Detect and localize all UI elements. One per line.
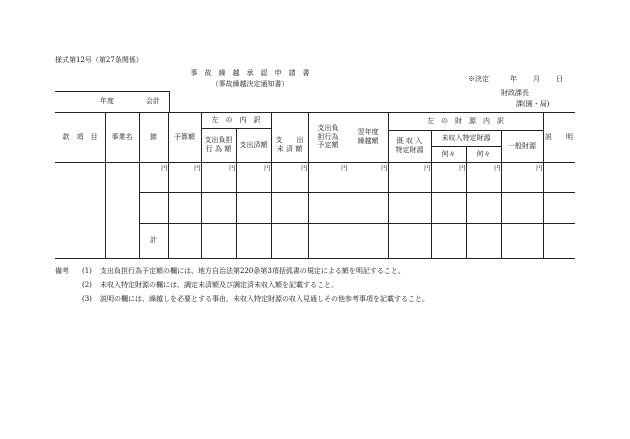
header-paid: 支出済額 — [239, 140, 268, 149]
decision-year: 年 — [510, 75, 517, 83]
header-unpaid: 支 出 未 済 額 — [275, 136, 304, 153]
header-sub1: 何々 — [441, 149, 456, 158]
yen-explanation: 円 — [536, 164, 543, 172]
decision-month: 月 — [533, 75, 540, 83]
header-project: 事業名 — [111, 132, 133, 141]
header-existing: 既 収 入 特定財源 — [395, 137, 424, 154]
manager-label: 財政課長 — [501, 89, 529, 97]
account-label: 会計 — [146, 97, 160, 105]
note-3-text: 説明の欄には、繰越しを必要とする事由、未収入特定財源の収入見通しその他参考事項を記載すること。 — [100, 295, 429, 303]
row-line-2 — [139, 223, 575, 224]
header-explanation: 説 明 — [545, 132, 573, 141]
header-sub2: 何々 — [476, 149, 491, 158]
yen-obligation: 円 — [194, 164, 201, 172]
header-section: 節 — [150, 132, 157, 141]
table-bottom-line — [55, 258, 575, 259]
note-2-number: (2) — [82, 281, 92, 289]
yen-planned: 円 — [301, 164, 308, 172]
yen-budget: 円 — [161, 164, 168, 172]
yen-paid: 円 — [229, 164, 236, 172]
yen-unpaid: 円 — [264, 164, 271, 172]
row-line-1 — [139, 192, 575, 193]
year-box-right — [169, 91, 170, 112]
note-3-number: (3) — [82, 295, 92, 303]
notes-label: 備考 — [55, 267, 69, 275]
header-breakdown: 左 の 内 訳 — [211, 115, 261, 124]
yen-existing: 円 — [381, 164, 388, 172]
yen-next-year: 円 — [341, 164, 348, 172]
department-label: 課(園・局) — [516, 100, 550, 108]
year-box-top — [55, 91, 169, 92]
document-subtitle: （事故繰越決定通知書） — [211, 80, 289, 88]
header-uncollected: 未収入特定財源 — [441, 133, 491, 142]
header-next-year: 翌年度 繰越額 — [357, 128, 379, 145]
header-funding: 左 の 財 源 内 訳 — [427, 116, 504, 125]
document-title: 事 故 繰 越 承 認 申 請 書 — [190, 69, 310, 77]
col-line-sub2 — [466, 146, 467, 258]
yen-sub2: 円 — [459, 164, 466, 172]
form-number: 様式第12号（第27条関係） — [55, 56, 143, 64]
note-2-text: 未収入特定財源の欄には、調定未済額及び調定済未収入額を記載すること。 — [100, 281, 338, 289]
header-budget: 予算額 — [174, 132, 195, 141]
application-table — [55, 112, 575, 260]
header-bottom-line — [55, 162, 575, 163]
note-1-number: (1) — [82, 267, 92, 275]
decision-label: ※決定 — [468, 75, 489, 83]
yen-sub1: 円 — [424, 164, 431, 172]
header-general: 一般財源 — [508, 141, 536, 150]
header-planned: 支出負 担行為 予定額 — [317, 123, 339, 150]
total-label: 計 — [150, 236, 157, 245]
header-item: 款 項 目 — [62, 132, 98, 141]
year-label: 年度 — [100, 97, 114, 105]
header-obligation: 支出負担 行 為 額 — [204, 136, 233, 153]
decision-day: 日 — [556, 75, 563, 83]
yen-general: 円 — [494, 164, 501, 172]
note-1-text: 支出負担行為予定額の欄には、地方自治法第220条第3項括弧書の規定による額を明記すること。 — [100, 267, 405, 275]
